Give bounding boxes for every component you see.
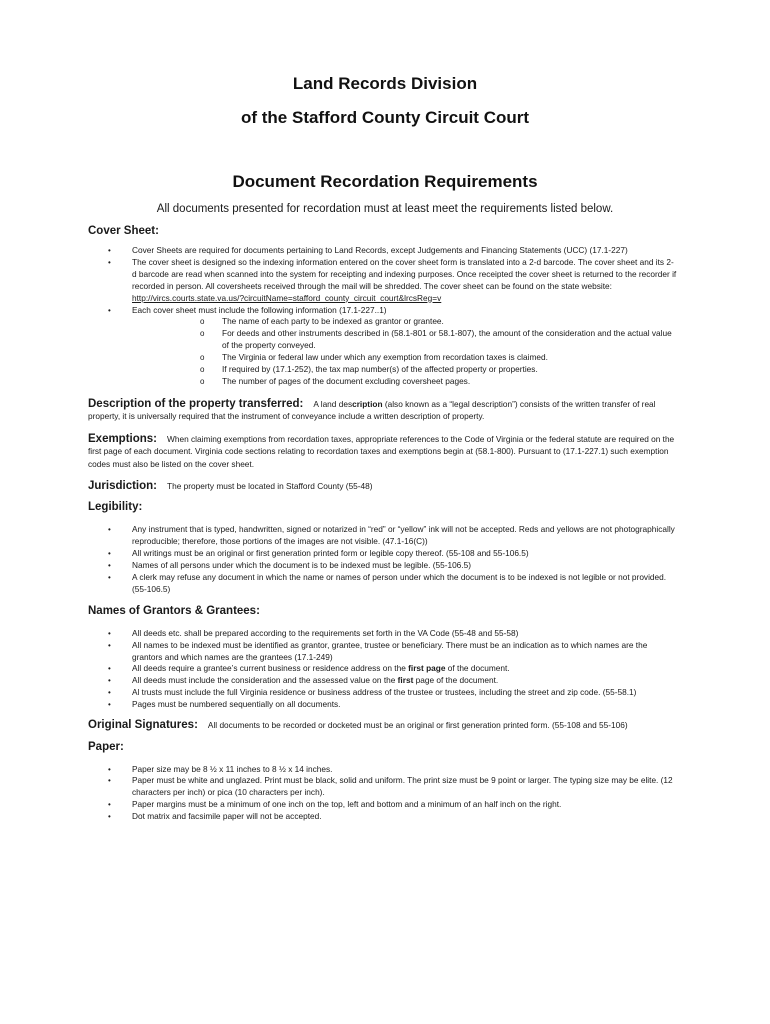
sub-list-item <box>88 376 678 388</box>
bullet-icon: • <box>108 561 111 571</box>
bullet-icon: • <box>108 549 111 559</box>
list-item <box>88 663 678 675</box>
list-item-text: Pages must be numbered sequentially on all documents. <box>132 699 341 710</box>
intro-text: All documents presented for recordation must at least meet the requirements listed below. <box>156 203 614 215</box>
bullet-icon: • <box>108 246 111 255</box>
bullet-icon: • <box>108 640 111 650</box>
list-item-text: of the document. <box>445 663 510 674</box>
circle-bullet-icon: o <box>200 376 205 386</box>
list-item-text: Names of all persons under which the document is to be indexed must be legible. (55-106.5) <box>132 560 471 571</box>
legibility-list <box>88 524 678 595</box>
list-item <box>88 257 678 305</box>
bullet-icon: • <box>108 572 111 582</box>
list-item <box>88 305 678 317</box>
signatures-text: All documents to be recorded or docketed must be an original or first generation printed form. (55-108 and 55-106) <box>207 720 628 731</box>
list-item <box>88 628 678 640</box>
cover-sheet-link[interactable]: http://vircs.courts.state.va.us/?circuitName=stafford_county_circuit_court&lrcsReg=v <box>132 292 442 303</box>
sub-list-item <box>88 316 678 328</box>
list-item <box>88 687 678 699</box>
sub-list-item-text: If required by (17.1-252), the tax map number(s) of the affected property or properties. <box>222 364 538 375</box>
grantors-list <box>88 628 678 711</box>
paper-heading: Paper: <box>88 740 124 753</box>
list-item <box>88 675 678 687</box>
description-text-b: cription <box>352 398 383 409</box>
exemptions-section <box>88 433 678 470</box>
sub-list-item-text: The name of each party to be indexed as grantor or grantee. <box>222 316 444 327</box>
circle-bullet-icon: o <box>200 329 205 339</box>
content <box>88 224 678 823</box>
cover-sheet-list <box>88 245 678 316</box>
grantors-heading: Names of Grantors & Grantees: <box>88 604 260 617</box>
jurisdiction-text: The property must be located in Stafford County (55-48) <box>167 480 373 491</box>
list-item <box>88 640 678 664</box>
bullet-icon: • <box>108 628 111 638</box>
exemptions-text: When claiming exemptions from recordation taxes, appropriate references to the Code of Virginia or the federal statute are required on the first page of each document. Virginia code sections relating to recordation taxes and exemptions begin at (58.1-800). Pursuant to (17.1-227.1) such exemption codes must also be listed on the cover sheet. <box>88 433 675 469</box>
list-item-text: Cover Sheets are required for documents pertaining to Land Records, except Judgements and Financing Statements (UCC) (17.1-227) <box>132 245 628 255</box>
sub-list-item <box>88 352 678 364</box>
list-item <box>88 764 678 776</box>
legibility-heading: Legibility: <box>88 501 143 514</box>
list-item-text: Paper size may be 8 ½ x 11 inches to 8 ½ x 14 inches. <box>132 763 333 774</box>
description-heading: Description of the property transferred: <box>88 397 304 410</box>
sub-list-item <box>88 364 678 376</box>
list-item <box>88 811 678 823</box>
list-item <box>88 560 678 572</box>
list-item-text: Paper margins must be a minimum of one inch on the top, left and bottom and a minimum of an half inch on the right. <box>132 799 562 810</box>
list-item <box>88 572 678 596</box>
paper-list <box>88 764 678 824</box>
list-item-text: Paper must be white and unglazed. Print must be black, solid and uniform. The print size must be 9 point or larger. The typing size may be elite. (12 characters per inch) or pica (10 characters per inch). <box>132 775 673 798</box>
list-item-text: All names to be indexed must be identified as grantor, grantee, trustee or beneficiary. There must be an indication as to which names are the grantors and which names are the grantees (17.1-249) <box>132 639 648 662</box>
bullet-icon: • <box>108 688 111 698</box>
list-item-text: All deeds must include the consideration and the assessed value on the <box>132 675 398 686</box>
bullet-icon: • <box>108 800 111 810</box>
list-item-text: All deeds etc. shall be prepared according to the requirements set forth in the VA Code (55-48 and 55-58) <box>132 627 519 638</box>
list-item-text: The cover sheet is designed so the indexing information entered on the cover sheet form is translated into a 2-d barcode. The cover sheet and its 2-d barcode are read when scanned into the system for receipting and indexing purposes. Once receipted the cover sheet is returned to the recorder if recorded in person. All coversheets received through the mail will be shredded. The cover sheet can be found on the state website: <box>132 256 677 291</box>
list-item-text: Each cover sheet must include the following information (17.1-227..1) <box>132 304 387 315</box>
bullet-icon: • <box>108 525 111 535</box>
list-item-text: Any instrument that is typed, handwritten, signed or notarized in “red” or “yellow” ink will not be accepted. Reds and yellows are not photographically reproducible; therefore, those portions of the images are not visible. (47.1-16(C)) <box>132 524 675 547</box>
bullet-icon: • <box>108 812 111 822</box>
exemptions-heading: Exemptions: <box>88 432 158 445</box>
bullet-icon: • <box>108 664 111 674</box>
sub-list-item-text: For deeds and other instruments described in (58.1-801 or 58.1-807), the amount of the consideration and the actual value of the property conveyed. <box>222 328 672 351</box>
sub-list-item-text: The number of pages of the document excluding coversheet pages. <box>222 375 471 386</box>
bullet-icon: • <box>108 776 111 786</box>
bullet-icon: • <box>108 305 111 315</box>
emphasis-text: first page <box>408 663 446 674</box>
list-item <box>88 548 678 560</box>
list-item-text: All deeds require a grantee’s current business or residence address on the <box>132 663 409 674</box>
signatures-heading: Original Signatures: <box>88 719 198 732</box>
jurisdiction-heading: Jurisdiction: <box>88 479 158 492</box>
sub-list-item <box>88 328 678 352</box>
signatures-section <box>88 719 678 731</box>
description-section <box>88 398 678 423</box>
bullet-icon: • <box>108 764 111 774</box>
description-text-c: (also known as a “legal description”) consists of the written transfer of real property, it is universally required that the instrument of conveyance include a written description of property. <box>88 398 656 422</box>
list-item <box>88 699 678 711</box>
jurisdiction-section <box>88 480 678 492</box>
document-title: Document Recordation Requirements <box>232 172 538 191</box>
circle-bullet-icon: o <box>200 353 205 363</box>
title-line-1: Land Records Division <box>292 74 478 93</box>
list-item-text: A clerk may refuse any document in which the name or names of person under which the document is to be indexed is not legible or not provided. (55-106.5) <box>132 571 667 594</box>
emphasis-text: first <box>397 675 414 686</box>
cover-sheet-sublist <box>88 316 678 387</box>
list-item <box>88 775 678 799</box>
list-item-text: All writings must be an original or first generation printed form or legible copy thereof. (55-108 and 55-106.5) <box>132 548 529 559</box>
bullet-icon: • <box>108 676 111 686</box>
sub-list-item-text: The Virginia or federal law under which any exemption from recordation taxes is claimed. <box>222 352 548 363</box>
title-line-2: of the Stafford County Circuit Court <box>240 108 530 127</box>
list-item-text: page of the document. <box>413 675 499 686</box>
description-text-a: A land des <box>313 398 353 409</box>
list-item-text: Dot matrix and facsimile paper will not be accepted. <box>132 811 322 822</box>
bullet-icon: • <box>108 257 111 267</box>
bullet-icon: • <box>108 700 111 710</box>
list-item <box>88 524 678 548</box>
cover-sheet-heading: Cover Sheet: <box>88 225 159 237</box>
list-item <box>88 245 678 257</box>
list-item <box>88 799 678 811</box>
circle-bullet-icon: o <box>200 317 205 327</box>
circle-bullet-icon: o <box>200 365 205 375</box>
list-item-text: Al trusts must include the full Virginia residence or business address of the trustee or trustees, including the street and zip code. (55-58.1) <box>132 687 637 698</box>
